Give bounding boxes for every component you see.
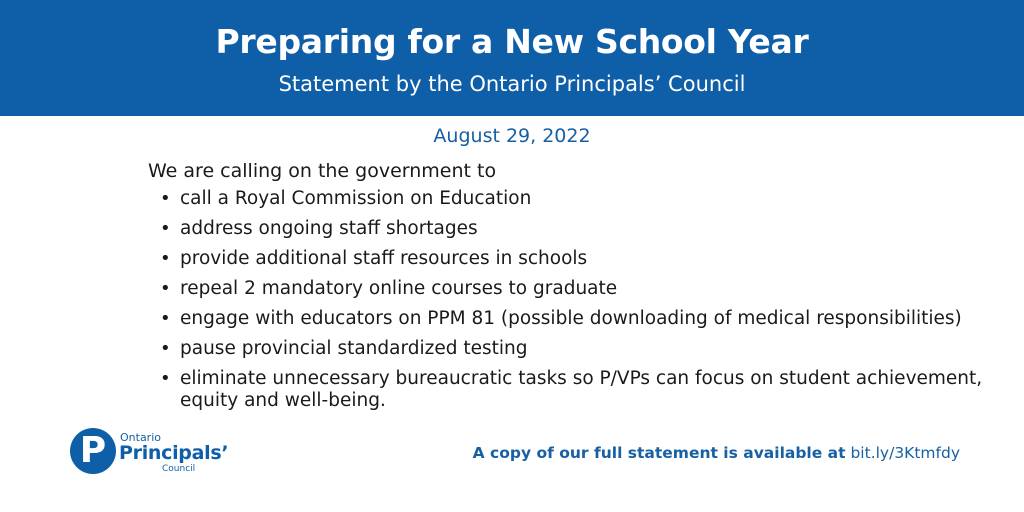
- list-item: [160, 248, 1000, 270]
- list-item-text: engage with educators on PPM 81 (possible downloading of medical responsibilities): [180, 308, 962, 329]
- footer-text: A copy of our full statement is available at: [472, 444, 846, 462]
- list-item-text: call a Royal Commission on Education: [180, 188, 532, 209]
- bullet-icon: •: [160, 368, 171, 389]
- bullet-icon: •: [160, 248, 171, 269]
- demands-list: [160, 188, 1000, 420]
- logo-line-1: Ontario: [120, 431, 161, 444]
- bullet-icon: •: [160, 218, 171, 239]
- bullet-icon: •: [160, 278, 171, 299]
- footer-statement: [473, 444, 960, 462]
- page-title: Preparing for a New School Year: [215, 22, 809, 61]
- list-item: [160, 338, 1000, 360]
- bullet-icon: •: [160, 338, 171, 359]
- list-item: [160, 368, 1000, 412]
- intro-text: We are calling on the government to: [148, 160, 497, 182]
- list-item-text: pause provincial standardized testing: [180, 338, 528, 359]
- list-item: [160, 278, 1000, 300]
- list-item-text: provide additional staff resources in schools: [180, 248, 588, 269]
- list-item: [160, 188, 1000, 210]
- list-item: [160, 308, 1000, 330]
- header-banner: [0, 0, 1024, 116]
- bullet-icon: •: [160, 188, 171, 209]
- list-item-text: address ongoing staff shortages: [180, 218, 478, 239]
- statement-date: August 29, 2022: [433, 125, 591, 147]
- logo-line-2: Principals’: [119, 442, 229, 464]
- list-item-text: eliminate unnecessary bureaucratic tasks so P/VPs can focus on student achievement, equity and well-being.: [180, 368, 983, 411]
- logo-mark-icon: [70, 428, 116, 474]
- footer-link[interactable]: bit.ly/3Ktmfdy: [850, 444, 960, 462]
- list-item: [160, 218, 1000, 240]
- opc-logo: [70, 428, 240, 478]
- list-item-text: repeal 2 mandatory online courses to graduate: [180, 278, 618, 299]
- logo-line-3: Council: [162, 464, 196, 474]
- bullet-icon: •: [160, 308, 171, 329]
- page-subtitle: Statement by the Ontario Principals’ Council: [278, 72, 746, 96]
- logo-letter: P: [79, 430, 107, 471]
